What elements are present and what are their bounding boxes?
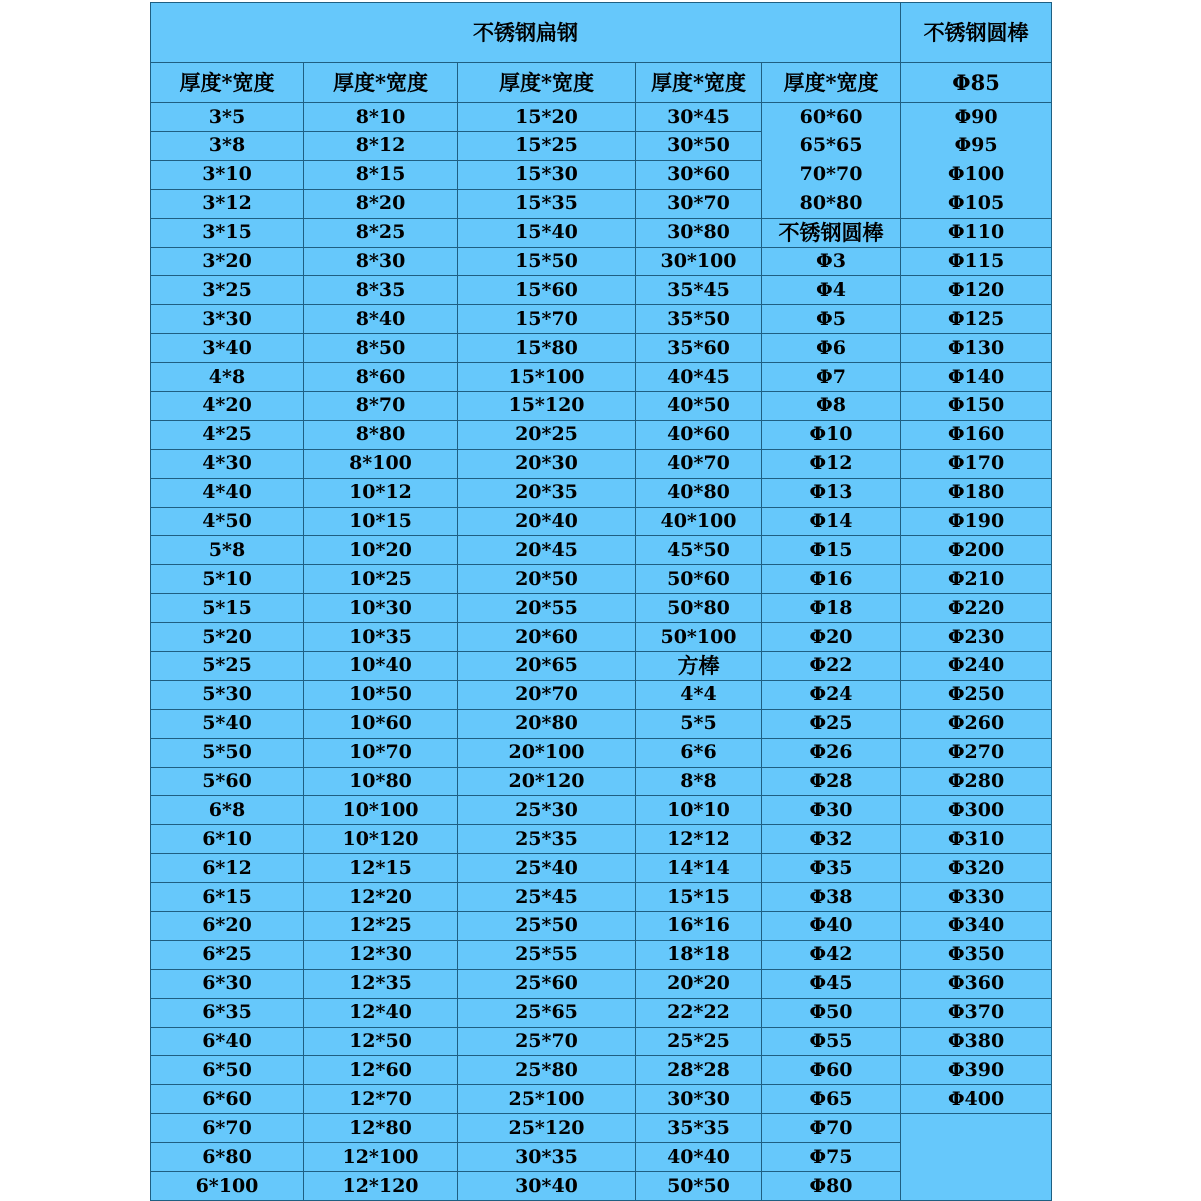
table-cell: 12*25 [304, 912, 458, 941]
table-cell: 4*25 [151, 420, 304, 449]
table-cell: 70*70 [762, 160, 901, 189]
table-cell: 20*70 [458, 680, 636, 709]
table-cell: Φ30 [762, 796, 901, 825]
table-cell: Φ24 [762, 680, 901, 709]
table-cell: 12*12 [636, 825, 762, 854]
table-cell: Φ40 [762, 912, 901, 941]
table-cell: Φ90 [901, 103, 1052, 132]
table-cell: 10*12 [304, 478, 458, 507]
table-row [151, 247, 1052, 276]
table-cell: 10*60 [304, 709, 458, 738]
table-cell: 6*10 [151, 825, 304, 854]
table-cell: 6*50 [151, 1056, 304, 1085]
table-row [151, 276, 1052, 305]
title-row [151, 3, 1052, 63]
table-cell: Φ32 [762, 825, 901, 854]
table-cell: 30*35 [458, 1143, 636, 1172]
table-row [151, 969, 1052, 998]
table-cell: 20*20 [636, 969, 762, 998]
table-cell: Φ6 [762, 334, 901, 363]
table-cell: Φ170 [901, 449, 1052, 478]
column-header-2: 厚度*宽度 [304, 62, 458, 102]
table-cell: 10*15 [304, 507, 458, 536]
table-cell: 4*20 [151, 391, 304, 420]
table-cell: 15*60 [458, 276, 636, 305]
table-cell: 3*5 [151, 103, 304, 132]
table-cell: 14*14 [636, 854, 762, 883]
table-row [151, 1085, 1052, 1114]
table-cell: Φ60 [762, 1056, 901, 1085]
table-row [151, 507, 1052, 536]
table-cell: 15*20 [458, 103, 636, 132]
table-cell: 25*70 [458, 1027, 636, 1056]
table-cell: 10*20 [304, 536, 458, 565]
table-cell: 15*25 [458, 131, 636, 160]
table-cell: 8*20 [304, 189, 458, 218]
table-cell: 5*15 [151, 594, 304, 623]
table-cell: Φ260 [901, 709, 1052, 738]
table-cell: 22*22 [636, 998, 762, 1027]
table-row [151, 1143, 1052, 1172]
table-row [151, 218, 1052, 247]
table-row [151, 449, 1052, 478]
table-row [151, 1172, 1052, 1201]
table-cell: 3*25 [151, 276, 304, 305]
table-cell: 5*10 [151, 565, 304, 594]
table-cell: 15*30 [458, 160, 636, 189]
table-cell: Φ240 [901, 652, 1052, 681]
table-cell: 5*8 [151, 536, 304, 565]
table-cell: 10*100 [304, 796, 458, 825]
table-cell: Φ140 [901, 363, 1052, 392]
table-cell: 28*28 [636, 1056, 762, 1085]
table-cell: 12*35 [304, 969, 458, 998]
table-cell: 25*120 [458, 1114, 636, 1143]
table-cell: 50*80 [636, 594, 762, 623]
table-cell: 10*30 [304, 594, 458, 623]
column-header-3: 厚度*宽度 [458, 62, 636, 102]
table-cell: 65*65 [762, 131, 901, 160]
table-cell: 5*5 [636, 709, 762, 738]
table-cell: 20*100 [458, 738, 636, 767]
table-cell: 15*40 [458, 218, 636, 247]
table-row [151, 363, 1052, 392]
table-cell: Φ55 [762, 1027, 901, 1056]
flat-bar-title: 不锈钢扁钢 [151, 3, 901, 63]
table-cell: 15*35 [458, 189, 636, 218]
table-cell: Φ310 [901, 825, 1052, 854]
table-cell: 20*30 [458, 449, 636, 478]
table-cell: Φ370 [901, 998, 1052, 1027]
table-cell: Φ320 [901, 854, 1052, 883]
table-cell: 12*30 [304, 940, 458, 969]
table-cell: 18*18 [636, 940, 762, 969]
table-cell: 15*70 [458, 305, 636, 334]
table-row [151, 652, 1052, 681]
table-cell: 40*50 [636, 391, 762, 420]
table-cell: 10*35 [304, 623, 458, 652]
table-row [151, 940, 1052, 969]
table-cell: 20*65 [458, 652, 636, 681]
table-cell: 6*70 [151, 1114, 304, 1143]
table-cell: Φ105 [901, 189, 1052, 218]
table-cell: 10*25 [304, 565, 458, 594]
table-cell: 6*60 [151, 1085, 304, 1114]
table-cell: 30*50 [636, 131, 762, 160]
table-cell: Φ4 [762, 276, 901, 305]
table-cell: 12*120 [304, 1172, 458, 1201]
table-cell: 40*60 [636, 420, 762, 449]
table-cell: Φ8 [762, 391, 901, 420]
table-cell: 12*40 [304, 998, 458, 1027]
table-cell: Φ13 [762, 478, 901, 507]
round-bar-first-cell: Φ85 [901, 62, 1052, 102]
table-cell: 10*120 [304, 825, 458, 854]
table-cell: Φ22 [762, 652, 901, 681]
table-cell: Φ350 [901, 940, 1052, 969]
table-cell: Φ42 [762, 940, 901, 969]
table-cell: 方棒 [636, 652, 762, 681]
table-cell: Φ7 [762, 363, 901, 392]
table-cell: 35*35 [636, 1114, 762, 1143]
table-row [151, 131, 1052, 160]
table-cell: 12*50 [304, 1027, 458, 1056]
table-row [151, 305, 1052, 334]
table-cell: 20*80 [458, 709, 636, 738]
table-cell: Φ400 [901, 1085, 1052, 1114]
table-cell: 8*12 [304, 131, 458, 160]
table-cell: 20*60 [458, 623, 636, 652]
table-cell: 4*50 [151, 507, 304, 536]
column-header-1: 厚度*宽度 [151, 62, 304, 102]
table-cell: 12*70 [304, 1085, 458, 1114]
table-row [151, 825, 1052, 854]
table-cell: Φ230 [901, 623, 1052, 652]
table-cell: Φ150 [901, 391, 1052, 420]
table-cell: 20*55 [458, 594, 636, 623]
table-row [151, 883, 1052, 912]
table-row [151, 565, 1052, 594]
header-row [151, 62, 1052, 102]
table-cell: 80*80 [762, 189, 901, 218]
table-cell: Φ65 [762, 1085, 901, 1114]
table-cell: 20*35 [458, 478, 636, 507]
table-cell: Φ300 [901, 796, 1052, 825]
table-cell: 25*30 [458, 796, 636, 825]
table-cell: 6*8 [151, 796, 304, 825]
table-cell: 25*50 [458, 912, 636, 941]
table-cell: 8*80 [304, 420, 458, 449]
table-cell: Φ75 [762, 1143, 901, 1172]
table-cell: 40*100 [636, 507, 762, 536]
table-cell: 5*20 [151, 623, 304, 652]
table-cell: Φ200 [901, 536, 1052, 565]
table-row [151, 160, 1052, 189]
table-cell: 45*50 [636, 536, 762, 565]
table-cell: Φ360 [901, 969, 1052, 998]
table-cell: 16*16 [636, 912, 762, 941]
table-cell: Φ16 [762, 565, 901, 594]
table-cell: Φ10 [762, 420, 901, 449]
table-cell: 8*40 [304, 305, 458, 334]
table-row [151, 796, 1052, 825]
table-cell: 6*40 [151, 1027, 304, 1056]
table-cell: 10*40 [304, 652, 458, 681]
table-cell: 40*40 [636, 1143, 762, 1172]
table-cell: Φ25 [762, 709, 901, 738]
table-cell: 8*60 [304, 363, 458, 392]
table-cell: 6*35 [151, 998, 304, 1027]
table-cell: Φ18 [762, 594, 901, 623]
table-cell: 8*100 [304, 449, 458, 478]
table-cell: 15*120 [458, 391, 636, 420]
table-cell: Φ180 [901, 478, 1052, 507]
table-cell: Φ220 [901, 594, 1052, 623]
table-cell: Φ280 [901, 767, 1052, 796]
table-cell: 8*10 [304, 103, 458, 132]
table-cell: 4*4 [636, 680, 762, 709]
table-cell: 40*80 [636, 478, 762, 507]
table-row [151, 912, 1052, 941]
table-cell: Φ28 [762, 767, 901, 796]
table-cell: 6*30 [151, 969, 304, 998]
table-cell: 12*60 [304, 1056, 458, 1085]
table-row [151, 1056, 1052, 1085]
table-cell: 25*100 [458, 1085, 636, 1114]
table-cell: Φ210 [901, 565, 1052, 594]
table-cell: 6*15 [151, 883, 304, 912]
table-cell: 30*70 [636, 189, 762, 218]
table-cell: 35*50 [636, 305, 762, 334]
table-cell: 40*70 [636, 449, 762, 478]
table-cell: 10*50 [304, 680, 458, 709]
table-cell: 3*40 [151, 334, 304, 363]
table-cell: 6*100 [151, 1172, 304, 1201]
table-cell: 25*45 [458, 883, 636, 912]
table-cell: 3*12 [151, 189, 304, 218]
table-row [151, 103, 1052, 132]
table-cell: 20*25 [458, 420, 636, 449]
table-cell: 5*40 [151, 709, 304, 738]
round-bar-title: 不锈钢圆棒 [901, 3, 1052, 63]
table-cell: Φ26 [762, 738, 901, 767]
table-cell: 8*30 [304, 247, 458, 276]
table-cell: 10*70 [304, 738, 458, 767]
table-cell: 30*80 [636, 218, 762, 247]
table-cell: 25*60 [458, 969, 636, 998]
table-row [151, 1027, 1052, 1056]
table-cell: 35*45 [636, 276, 762, 305]
column-header-4: 厚度*宽度 [636, 62, 762, 102]
table-cell: 40*45 [636, 363, 762, 392]
table-cell: 6*20 [151, 912, 304, 941]
table-cell: 15*15 [636, 883, 762, 912]
table-cell: Φ130 [901, 334, 1052, 363]
table-cell: 8*25 [304, 218, 458, 247]
table-cell: 3*30 [151, 305, 304, 334]
table-cell: Φ15 [762, 536, 901, 565]
table-cell: Φ120 [901, 276, 1052, 305]
table-cell: Φ80 [762, 1172, 901, 1201]
table-row [151, 594, 1052, 623]
table-cell: 6*80 [151, 1143, 304, 1172]
table-cell: 12*20 [304, 883, 458, 912]
table-cell: 20*50 [458, 565, 636, 594]
table-cell [901, 1172, 1052, 1201]
table-cell: Φ250 [901, 680, 1052, 709]
table-cell: 8*8 [636, 767, 762, 796]
table-row [151, 738, 1052, 767]
table-row [151, 680, 1052, 709]
table-cell: Φ50 [762, 998, 901, 1027]
table-cell: 25*80 [458, 1056, 636, 1085]
table-cell: 8*70 [304, 391, 458, 420]
table-cell: 50*60 [636, 565, 762, 594]
table-cell: 30*30 [636, 1085, 762, 1114]
table-cell: 30*100 [636, 247, 762, 276]
table-row [151, 1114, 1052, 1143]
table-cell: Φ380 [901, 1027, 1052, 1056]
table-row [151, 623, 1052, 652]
table-cell: 35*60 [636, 334, 762, 363]
table-cell: 10*10 [636, 796, 762, 825]
table-cell: 15*100 [458, 363, 636, 392]
table-cell: Φ125 [901, 305, 1052, 334]
table-row [151, 709, 1052, 738]
table-cell: 20*40 [458, 507, 636, 536]
table-cell: 8*50 [304, 334, 458, 363]
table-cell: 8*35 [304, 276, 458, 305]
table-cell: Φ95 [901, 131, 1052, 160]
table-cell: 20*45 [458, 536, 636, 565]
table-row [151, 536, 1052, 565]
table-cell: Φ14 [762, 507, 901, 536]
table-cell: 5*30 [151, 680, 304, 709]
table-cell: 15*50 [458, 247, 636, 276]
table-cell: Φ20 [762, 623, 901, 652]
table-cell: Φ160 [901, 420, 1052, 449]
table-cell: 6*12 [151, 854, 304, 883]
table-cell: Φ190 [901, 507, 1052, 536]
table-row [151, 998, 1052, 1027]
table-cell: 5*25 [151, 652, 304, 681]
table-row [151, 854, 1052, 883]
column-header-5: 厚度*宽度 [762, 62, 901, 102]
spec-table [150, 2, 1052, 1201]
table-cell: 25*35 [458, 825, 636, 854]
table-cell: 10*80 [304, 767, 458, 796]
table-cell: 15*80 [458, 334, 636, 363]
table-cell: 6*25 [151, 940, 304, 969]
table-cell: 60*60 [762, 103, 901, 132]
table-cell: 12*15 [304, 854, 458, 883]
table-cell: Φ45 [762, 969, 901, 998]
table-cell: Φ5 [762, 305, 901, 334]
table-cell: 50*50 [636, 1172, 762, 1201]
table-cell: 5*50 [151, 738, 304, 767]
table-cell: Φ38 [762, 883, 901, 912]
table-cell [901, 1143, 1052, 1172]
table-cell: 12*80 [304, 1114, 458, 1143]
table-cell: 3*8 [151, 131, 304, 160]
table-row [151, 334, 1052, 363]
table-cell: Φ35 [762, 854, 901, 883]
table-cell: 25*25 [636, 1027, 762, 1056]
table-cell: 30*45 [636, 103, 762, 132]
table-cell: 不锈钢圆棒 [762, 218, 901, 247]
table-cell: Φ110 [901, 218, 1052, 247]
table-cell: 3*10 [151, 160, 304, 189]
table-cell: Φ270 [901, 738, 1052, 767]
table-cell: 25*65 [458, 998, 636, 1027]
table-cell: 25*55 [458, 940, 636, 969]
table-cell: Φ12 [762, 449, 901, 478]
table-cell: 6*6 [636, 738, 762, 767]
table-cell: Φ70 [762, 1114, 901, 1143]
table-cell: 25*40 [458, 854, 636, 883]
table-cell: Φ340 [901, 912, 1052, 941]
table-cell: 12*100 [304, 1143, 458, 1172]
table-row [151, 189, 1052, 218]
table-cell: 5*60 [151, 767, 304, 796]
table-row [151, 420, 1052, 449]
table-cell: Φ330 [901, 883, 1052, 912]
table-cell: 4*40 [151, 478, 304, 507]
table-row [151, 767, 1052, 796]
table-cell: Φ100 [901, 160, 1052, 189]
table-cell: 30*60 [636, 160, 762, 189]
table-cell: 4*30 [151, 449, 304, 478]
table-cell: 4*8 [151, 363, 304, 392]
table-cell: 20*120 [458, 767, 636, 796]
table-cell: Φ115 [901, 247, 1052, 276]
table-row [151, 391, 1052, 420]
table-cell: 3*20 [151, 247, 304, 276]
table-cell [901, 1114, 1052, 1143]
table-cell: Φ3 [762, 247, 901, 276]
table-cell: Φ390 [901, 1056, 1052, 1085]
table-cell: 8*15 [304, 160, 458, 189]
table-row [151, 478, 1052, 507]
table-cell: 50*100 [636, 623, 762, 652]
table-cell: 30*40 [458, 1172, 636, 1201]
table-cell: 3*15 [151, 218, 304, 247]
